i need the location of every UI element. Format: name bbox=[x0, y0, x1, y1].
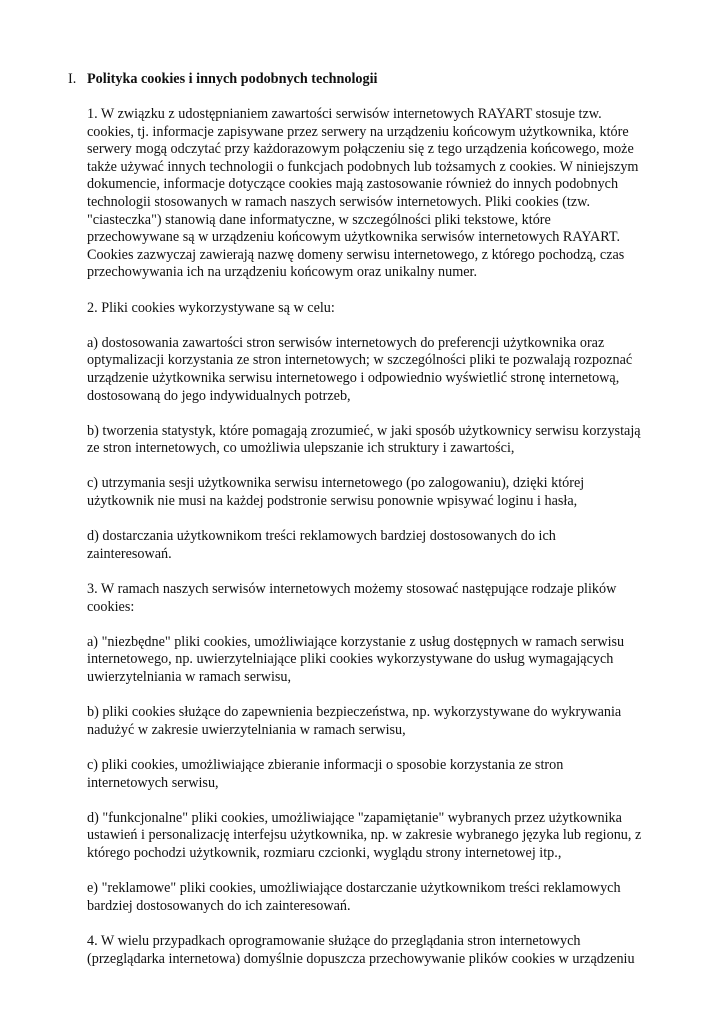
text-line: a) "niezbędne" pliki cookies, umożliwiające korzystanie z usług dostępnych w ramach serwisu bbox=[87, 633, 625, 650]
text-line: zainteresowań. bbox=[87, 545, 172, 562]
paragraph bbox=[87, 300, 662, 318]
text-line: nadużyć w zakresie uwierzytelniania w ramach serwisu, bbox=[87, 721, 406, 738]
text-line: 2. Pliki cookies wykorzystywane są w celu: bbox=[87, 299, 335, 316]
text-line: d) "funkcjonalne" pliki cookies, umożliwiające "zapamiętanie" wybranych przez użytkownika bbox=[87, 809, 622, 826]
text-line: b) pliki cookies służące do zapewnienia bezpieczeństwa, np. wykorzystywane do wykrywania bbox=[87, 704, 622, 721]
paragraph bbox=[87, 335, 662, 405]
text-line: Cookies zazwyczaj zawierają nazwę domeny serwisu internetowego, z którego pochodzą, czas bbox=[87, 246, 625, 263]
section-title: Polityka cookies i innych podobnych technologii bbox=[87, 71, 378, 87]
text-line: c) pliki cookies, umożliwiające zbieranie informacji o sposobie korzystania ze stron bbox=[87, 756, 564, 773]
paragraph bbox=[87, 933, 662, 968]
text-line: ustawień i personalizację interfejsu użytkownika, np. w zakresie wybranego języka lub regionu, z bbox=[87, 827, 642, 844]
text-line: ze stron internetowych, co umożliwia ulepszanie ich struktury i zawartości, bbox=[87, 440, 515, 457]
text-line: technologii stosowanych w ramach naszych serwisów internetowych. Pliki cookies (tzw. bbox=[87, 193, 591, 210]
paragraph bbox=[87, 634, 662, 687]
text-line: e) "reklamowe" pliki cookies, umożliwiające dostarczanie użytkownikom treści reklamowych bbox=[87, 880, 621, 897]
section-number: I. bbox=[68, 71, 77, 87]
text-line: 1. W związku z udostępnianiem zawartości serwisów internetowych RAYART stosuje tzw. bbox=[87, 106, 602, 122]
text-line: (przeglądarka internetowa) domyślnie dopuszcza przechowywanie plików cookies w urządzeniu bbox=[87, 950, 635, 967]
paragraph bbox=[87, 581, 662, 616]
text-line: użytkownik nie musi na każdej podstronie serwisu ponownie wpisywać loginu i hasła, bbox=[87, 493, 578, 510]
paragraph bbox=[87, 880, 662, 915]
text-line: dokumencie, informacje dotyczące cookies mają zastosowanie również do innych podobnych bbox=[87, 176, 619, 193]
text-line: internetowych serwisu, bbox=[87, 774, 219, 791]
text-line: 3. W ramach naszych serwisów internetowych możemy stosować następujące rodzaje plików bbox=[87, 581, 617, 598]
paragraph bbox=[87, 475, 662, 510]
text-line: serwery mogą odczytać przy każdorazowym połączeniu się z tego urządzenia końcowego, może bbox=[87, 141, 634, 158]
text-line: cookies: bbox=[87, 598, 135, 615]
text-line: d) dostarczania użytkownikom treści reklamowych bardziej dostosowanych do ich bbox=[87, 528, 556, 545]
text-line: internetowego, np. uwierzytelniające pliki cookies wykorzystywane do usług wymagających bbox=[87, 651, 614, 668]
paragraph bbox=[87, 423, 662, 458]
text-line: przechowywania ich na urządzeniu końcowym oraz unikalny numer. bbox=[87, 264, 478, 281]
text-line: c) utrzymania sesji użytkownika serwisu internetowego (po zalogowaniu), dzięki której bbox=[87, 475, 585, 492]
paragraph bbox=[87, 106, 662, 282]
text-line: bardziej dostosowanych do ich zainteresowań. bbox=[87, 897, 351, 914]
text-line: "ciasteczka") stanowią dane informatyczne, w szczególności pliki tekstowe, które bbox=[87, 211, 551, 228]
text-line: optymalizacji korzystania ze stron internetowych; w szczególności pliki te pozwalają rozpoznać bbox=[87, 352, 633, 369]
text-line: cookies, tj. informacje zapisywane przez serwery na urządzeniu końcowym użytkownika, które bbox=[87, 123, 629, 140]
paragraph bbox=[87, 810, 662, 863]
section-heading bbox=[68, 70, 668, 88]
paragraph bbox=[87, 757, 662, 792]
text-line: także używać innych technologii o funkcjach podobnych lub tożsamych z cookies. W niniejszym bbox=[87, 158, 639, 175]
text-line: b) tworzenia statystyk, które pomagają zrozumieć, w jaki sposób użytkownicy serwisu korzystają bbox=[87, 422, 641, 439]
paragraph bbox=[87, 704, 662, 739]
text-line: uwierzytelniania w ramach serwisu, bbox=[87, 669, 292, 685]
paragraph bbox=[87, 528, 662, 563]
text-line: a) dostosowania zawartości stron serwisów internetowych do preferencji użytkownika oraz bbox=[87, 334, 605, 351]
text-line: którego pochodzi użytkownik, rozmiaru czcionki, wyglądu strony internetowej itp., bbox=[87, 844, 562, 861]
text-line: przechowywane są w urządzeniu końcowym użytkownika serwisów internetowych RAYART. bbox=[87, 229, 621, 246]
text-line: dostosowaną do jego indywidualnych potrzeb, bbox=[87, 387, 351, 404]
text-line: urządzenie użytkownika serwisu internetowego i odpowiednio wyświetlić stronę internetową, bbox=[87, 369, 620, 386]
document-body bbox=[87, 106, 662, 986]
text-line: 4. W wielu przypadkach oprogramowanie służące do przeglądania stron internetowych bbox=[87, 932, 581, 949]
